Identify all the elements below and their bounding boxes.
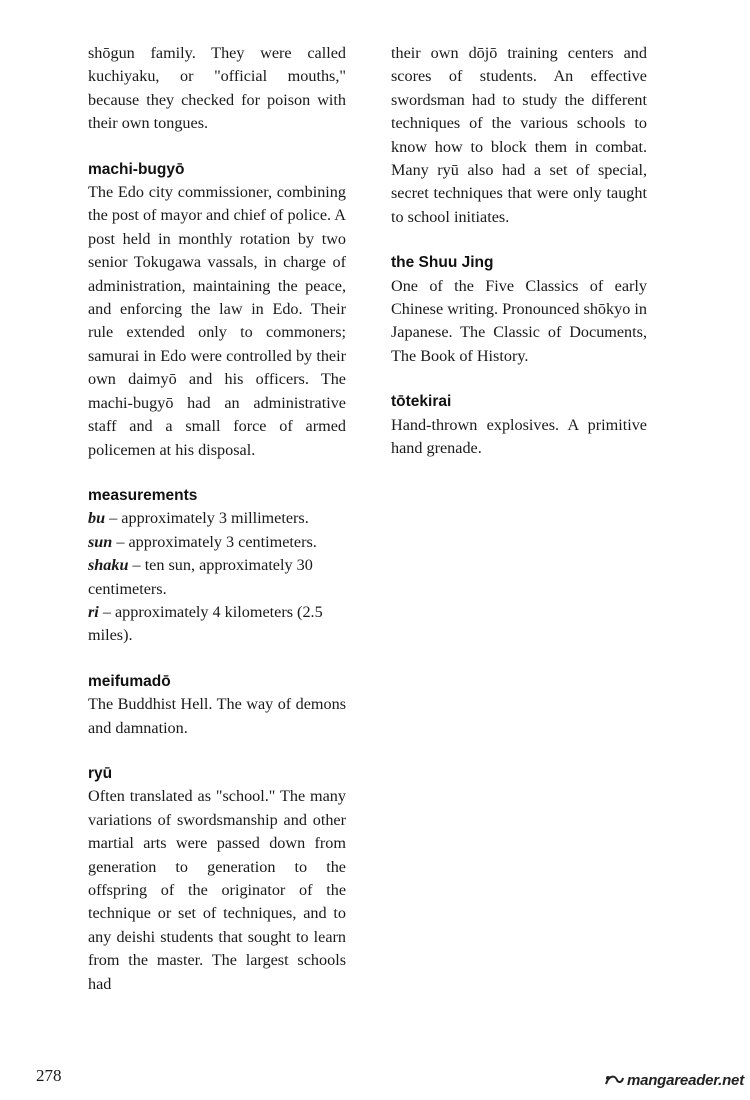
glossary-entry-meifumado: [88, 670, 346, 740]
entry-term: meifumadō: [88, 672, 171, 690]
continued-entry: [88, 42, 346, 136]
entry-term: machi-bugyō: [88, 160, 185, 178]
entry-definition: The Edo city commissioner, combining the post of mayor and chief of police. A post held in monthly rotation by two senior Tokugawa vassals, in charge of administration, maintaining the peace, and enforcing the law in Edo. Their rule extended only to commoners; samurai in Edo were controlled by their own daimyō and his officers. The machi-bugyō had an administrative staff and a small force of armed policemen at his disposal.: [88, 183, 346, 459]
entry-definition: Hand-thrown explosives. A primitive hand grenade.: [391, 415, 647, 458]
entry-term: measurements: [88, 486, 198, 504]
glossary-entry-machi-bugyo: [88, 158, 346, 462]
measurement-item: bu – approximately 3 millimeters.: [88, 509, 309, 528]
glossary-entry-totekirai: [391, 390, 647, 460]
continued-text: shōgun family. They were called kuchiyaku, or "official mouths," because they checked for poison with their own tongues.: [88, 44, 346, 133]
watermark: [603, 1072, 744, 1089]
measurement-item: shaku – ten sun, approximately 30 centimeters.: [88, 556, 313, 598]
entry-term: the Shuu Jing: [391, 254, 494, 272]
watermark-text: mangareader.net: [626, 1072, 744, 1089]
entry-term: ryū: [88, 764, 113, 782]
swirl-icon: [603, 1073, 625, 1087]
continued-entry: [391, 42, 647, 229]
page-number: 278: [36, 1066, 62, 1085]
right-column: [391, 42, 647, 461]
entry-definition: The Buddhist Hell. The way of demons and damnation.: [88, 695, 346, 737]
entry-term: tōtekirai: [391, 393, 452, 411]
measurement-item: sun – approximately 3 centimeters.: [88, 532, 317, 551]
entry-definition: One of the Five Classics of early Chinese writing. Pronounced shōkyo in Japanese. The Classic of Documents, The Book of History.: [391, 276, 647, 365]
continued-text: their own dōjō training centers and scores of students. An effective swordsman had to study the different techniques of the various schools to know how to block them in combat. Many ryū also had a set of special, secret techniques that were only taught to school initiates.: [391, 44, 647, 226]
glossary-entry-measurements: [88, 484, 346, 648]
left-column: [88, 42, 346, 996]
glossary-entry-shuu-jing: [391, 251, 647, 368]
entry-definition: Often translated as "school." The many variations of swordsmanship and other martial arts were passed down from generation to generation to the offspring of the originator of the technique or set of techniques, and to any deishi students that sought to learn from the master. The largest schools had: [88, 787, 346, 993]
measurement-item: ri – approximately 4 kilometers (2.5 miles).: [88, 602, 323, 645]
glossary-entry-ryu: [88, 762, 346, 996]
